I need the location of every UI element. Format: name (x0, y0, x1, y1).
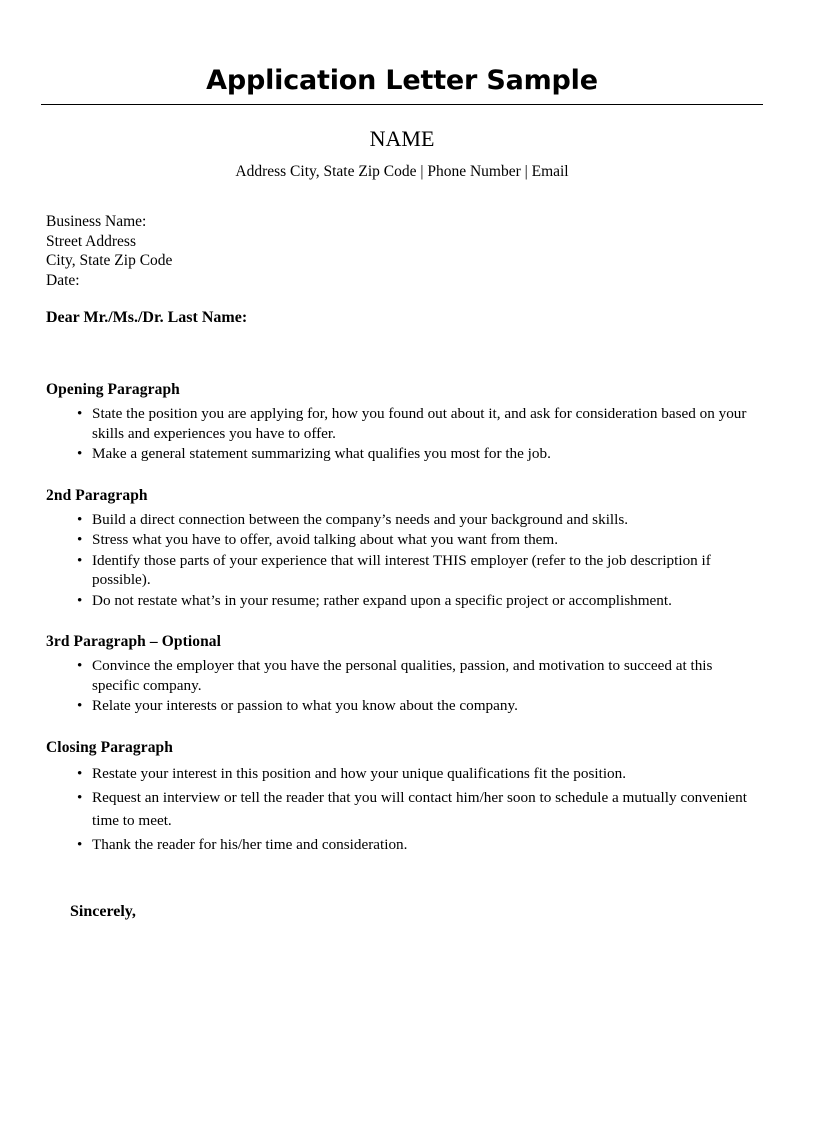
section-heading: Closing Paragraph (46, 738, 174, 756)
bullet-list (46, 404, 763, 464)
list-item (46, 404, 763, 443)
letterhead-contact-line: Address City, State Zip Code | Phone Number | Email (235, 163, 569, 180)
section-2nd-paragraph (46, 486, 763, 611)
section-heading: Opening Paragraph (46, 381, 180, 398)
bullet-icon: • (77, 697, 83, 714)
bullet-list (46, 762, 763, 856)
list-item (46, 833, 763, 856)
salutation: Dear Mr./Ms./Dr. Last Name: (46, 309, 248, 326)
list-item (46, 696, 763, 716)
bullet-icon: • (77, 764, 83, 782)
bullet-list (46, 510, 763, 611)
recipient-street-address: Street Address (46, 232, 136, 250)
list-item (46, 762, 763, 785)
bullet-icon: • (77, 405, 83, 422)
list-item-text: Thank the reader for his/her time and consideration. (92, 835, 408, 853)
bullet-icon: • (77, 657, 83, 674)
letterhead-name: NAME (369, 126, 435, 151)
list-item-text: Build a direct connection between the company’s needs and your background and skills. (92, 510, 629, 528)
list-item-text: Identify those parts of your experience that will interest THIS employer (refer to the job description if possible). (92, 551, 711, 588)
list-item-text: Stress what you have to offer, avoid talking about what you want from them. (92, 531, 559, 548)
bullet-icon: • (77, 591, 83, 609)
list-item-text: Request an interview or tell the reader that you will contact him/her soon to schedule a mutually convenient time to meet. (92, 788, 747, 829)
section-3rd-paragraph-optional (46, 632, 763, 716)
list-item-text: Restate your interest in this position and how your unique qualifications fit the position. (92, 764, 627, 782)
bullet-icon: • (77, 788, 83, 806)
list-item (46, 591, 763, 611)
letter-date: Date: (46, 271, 80, 289)
bullet-icon: • (77, 835, 83, 853)
bullet-icon: • (77, 445, 83, 462)
section-opening-paragraph (46, 380, 763, 464)
list-item-text: Do not restate what’s in your resume; rather expand upon a specific project or accomplishment. (92, 591, 672, 609)
bullet-icon: • (77, 531, 83, 548)
section-heading: 2nd Paragraph (46, 486, 148, 504)
letter-body (46, 380, 763, 857)
section-heading: 3rd Paragraph – Optional (46, 633, 222, 650)
bullet-icon: • (77, 551, 83, 569)
title-divider (41, 104, 763, 105)
bullet-icon: • (77, 510, 83, 528)
list-item-text: Make a general statement summarizing what qualifies you most for the job. (92, 445, 551, 462)
list-item (46, 444, 763, 464)
list-item-text: State the position you are applying for, how you found out about it, and ask for consideration based on your skills and experiences you have to offer. (92, 405, 747, 442)
list-item (46, 786, 763, 832)
bullet-list (46, 656, 763, 716)
list-item (46, 510, 763, 530)
list-item (46, 530, 763, 550)
recipient-city-state-zip: City, State Zip Code (46, 252, 173, 269)
list-item (46, 551, 763, 590)
list-item (46, 656, 763, 695)
list-item-text: Relate your interests or passion to what you know about the company. (92, 697, 518, 714)
recipient-address-block (46, 212, 172, 290)
recipient-business-name: Business Name: (46, 213, 147, 230)
page-title: Application Letter Sample (206, 65, 598, 96)
section-closing-paragraph (46, 738, 763, 856)
list-item-text: Convince the employer that you have the personal qualities, passion, and motivation to succeed at this specific company. (92, 657, 713, 694)
sign-off: Sincerely, (70, 903, 136, 920)
